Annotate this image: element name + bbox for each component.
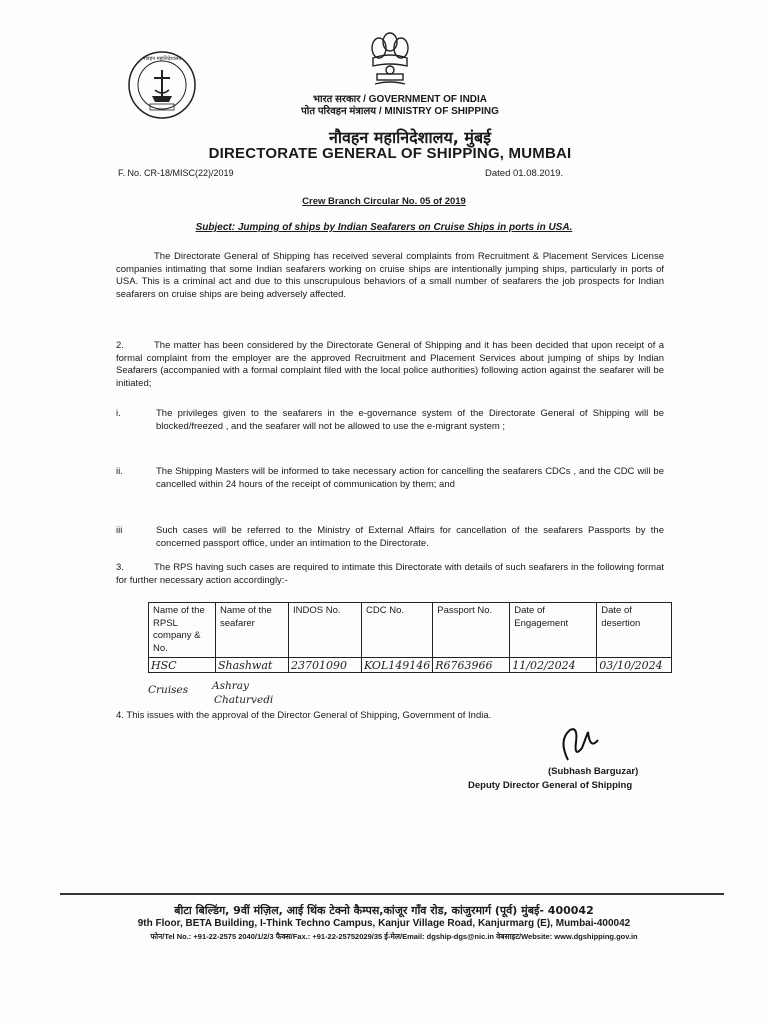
table-header-cell: Date of Engagement <box>510 603 597 658</box>
handwritten-company-continued: Cruises <box>148 684 189 696</box>
table-header-cell: Name of the seafarer <box>216 603 289 658</box>
signatory-designation: Deputy Director General of Shipping <box>468 780 633 791</box>
handwritten-name-continued-1: Ashray <box>212 680 249 692</box>
table-cell-cdc: KOL149146 <box>362 658 433 673</box>
paragraph-3: The RPS having such cases are required to intimate this Directorate with details of such seafarers in the following format for further necessary action accordingly:- <box>116 562 664 586</box>
item-ii-label: ii. <box>116 466 123 477</box>
handwritten-name-continued-2: Chaturvedi <box>214 694 274 706</box>
date-line: Dated 01.08.2019. <box>485 168 564 179</box>
footer-address-hindi: बीटा बिल्डिंग, 9वीं मंज़िल, आई थिंक टेक्नो कैम्पस,कांजूर गाँव रोड, कांजुरमार्ग (पूर्व) मुंबई- 400042 <box>174 904 594 917</box>
subject-line: Subject: Jumping of ships by Indian Seafarers on Cruise Ships in ports in USA. <box>195 222 573 233</box>
paragraph-1: The Directorate General of Shipping has received several complaints from Recruitment & Placement Services License companies intimating that some Indian seafarers working on cruise ships are intentionally jumping ships, particularly in ports of USA. This is a criminal act and due to this unscrupulous behaviors of a small number of seafarers the job prospects for Indian seafarers on cruise ships are being adversely affected. <box>116 251 664 301</box>
paragraph-2-text: The matter has been considered by the Directorate General of Shipping and it has been decided that upon receipt of a formal complaint from the employer are the approved Recruitment and Placement Services about jumping of ships by Indian Seafarers (accompanied with a formal complaint filed with the local police authorities) following action against the seafarer will be initiated; <box>116 340 664 390</box>
footer-address: 9th Floor, BETA Building, I-Think Techno Campus, Kanjur Village Road, Kanjurmarg (E), Mumbai-400042 <box>137 918 631 929</box>
national-emblem-icon <box>365 28 415 90</box>
table-cell-engagement: 11/02/2024 <box>510 658 597 673</box>
directorate-hindi: नौवहन महानिदेशालय, मुंबई <box>329 128 491 147</box>
dg-shipping-seal-logo <box>127 50 197 120</box>
approval-statement: 4. This issues with the approval of the Director General of Shipping, Government of India. <box>116 710 492 721</box>
directorate-title: DIRECTORATE GENERAL OF SHIPPING, MUMBAI <box>208 145 572 162</box>
table-cell-desertion: 03/10/2024 <box>597 658 672 673</box>
item-i-text: The privileges given to the seafarers in the e-governance system of the Directorate General of Shipping will be blocked/freezed , and the seafarer will not be allowed to use the e-migrant system ; <box>156 408 664 432</box>
table-row <box>149 658 672 673</box>
item-iii-label: iii <box>116 525 123 536</box>
seafarer-details-table <box>148 602 672 673</box>
gov-line: भारत सरकार / GOVERNMENT OF INDIA <box>312 94 488 105</box>
table-header-row <box>149 603 672 658</box>
table-cell-indos: 23701090 <box>289 658 362 673</box>
table-cell-seafarer: Shashwat <box>216 658 289 673</box>
file-number: F. No. CR-18/MISC(22)/2019 <box>118 168 234 178</box>
footer-contact: फोन/Tel No.: +91-22-2575 2040/1/2/3 फैक्स/Fax.: +91-22-25752029/35 ई-मेल/Email: dgship-dgs@nic.in वेबसाइट/Website: www.dgshipping.gov.in <box>150 932 638 941</box>
footer-divider <box>60 893 724 895</box>
signature-mark <box>548 720 608 770</box>
table-header-cell: Date of desertion <box>597 603 672 658</box>
paragraph-2-number: 2. <box>116 340 124 351</box>
table-header-cell: Passport No. <box>433 603 510 658</box>
table-header-cell: Name of the RPSL company & No. <box>149 603 216 658</box>
signatory-name: (Subhash Barguzar) <box>548 766 639 777</box>
item-ii-text: The Shipping Masters will be informed to take necessary action for cancelling the seafarers CDCs , and the CDC will be cancelled within 24 hours of the receipt of communication by them; and <box>156 466 664 490</box>
ministry-line: पोत परिवहन मंत्रालय / MINISTRY OF SHIPPING <box>301 106 499 117</box>
item-iii-text: Such cases will be referred to the Ministry of External Affairs for cancellation of the seafarers Passports by the concerned passport office, under an intimation to the Directorate. <box>156 525 664 549</box>
svg-text:नौवहन महानिदेशालय: नौवहन महानिदेशालय <box>142 56 182 62</box>
paragraph-2 <box>116 340 664 391</box>
item-i-label: i. <box>116 408 121 419</box>
government-header <box>280 94 520 118</box>
table-cell-passport: R6763966 <box>433 658 510 673</box>
table-header-cell: INDOS No. <box>289 603 362 658</box>
paragraph-3-number: 3. <box>116 562 124 573</box>
table-cell-company: HSC <box>149 658 216 673</box>
circular-number: Crew Branch Circular No. 05 of 2019 <box>302 196 466 207</box>
table-header-cell: CDC No. <box>362 603 433 658</box>
